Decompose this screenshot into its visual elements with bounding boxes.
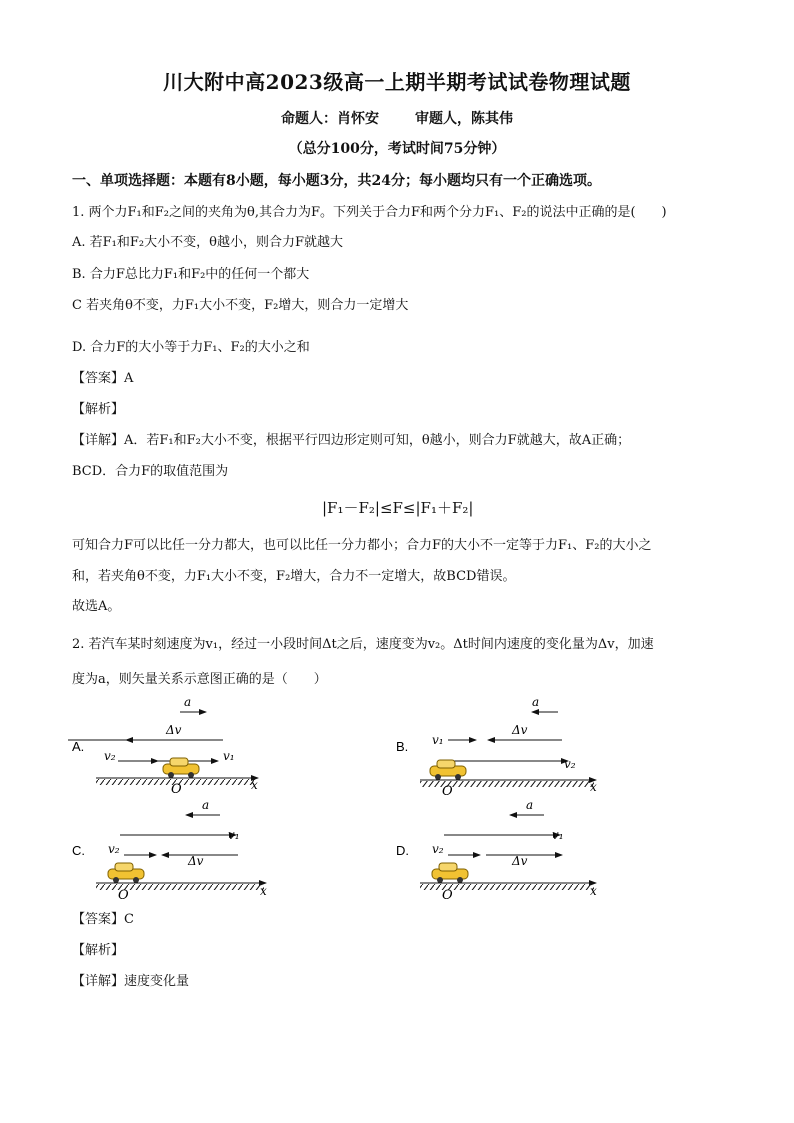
accel-label: a [526, 798, 534, 812]
delta-v-label: Δv [166, 723, 182, 737]
v2-label: v₂ [108, 842, 120, 856]
accel-label: a [532, 695, 540, 709]
diagram-c [68, 797, 278, 905]
q1-answer: 【答案】A [72, 371, 134, 386]
v1-label: v₁ [432, 733, 444, 747]
authors-line [0, 108, 794, 128]
v1-label: v₁ [223, 749, 235, 763]
v1-label: v₁ [228, 828, 240, 842]
diagram-d [392, 797, 606, 905]
q1-analysis: 【解析】 [72, 402, 125, 417]
q1-conclusion: 故选A。 [72, 599, 121, 614]
diagram-b [392, 692, 606, 798]
x-axis-label: x [251, 778, 258, 792]
option-d-label: D. [396, 843, 409, 858]
q1-option-c: C 若夹角θ不变，力F₁大小不变，F₂增大，则合力一定增大 [72, 298, 409, 313]
reviewer: 审题人，陈其伟 [415, 111, 513, 127]
q1-detail-2: BCD．合力F的取值范围为 [72, 464, 229, 479]
v2-label: v₂ [564, 757, 576, 771]
accel-label: a [184, 695, 192, 709]
origin-label: O [442, 888, 453, 903]
x-axis-label: x [260, 884, 267, 898]
origin-label: O [171, 782, 182, 797]
q2-answer: 【答案】C [72, 912, 134, 927]
origin-label: O [442, 784, 453, 798]
exam-title: 川大附中高2023级高一上期半期考试试卷物理试题 [163, 70, 631, 94]
option-a-label: A. [72, 739, 85, 754]
q1-formula: |F₁－F₂|≤F≤|F₁＋F₂| [322, 499, 474, 517]
option-c-label: C. [72, 843, 85, 858]
score-info: （总分100分，考试时间75分钟） [288, 141, 506, 157]
delta-v-label: Δv [512, 854, 528, 868]
x-axis-label: x [590, 884, 597, 898]
accel-label: a [202, 798, 210, 812]
x-axis-label: x [590, 780, 597, 794]
q1-option-d: D. 合力F的大小等于力F₁、F₂的大小之和 [72, 340, 310, 355]
q2-detail: 【详解】速度变化量 [72, 974, 190, 989]
delta-v-label: Δv [512, 723, 528, 737]
option-b-label: B. [396, 739, 409, 754]
q1-option-a: A. 若F₁和F₂大小不变，θ越小，则合力F就越大 [72, 235, 343, 250]
v1-label: v₁ [552, 828, 564, 842]
q1-detail-4: 和，若夹角θ不变，力F₁大小不变，F₂增大，合力不一定增大，故BCD错误。 [72, 569, 516, 584]
q1-detail-3: 可知合力F可以比任一分力都大，也可以比任一分力都小；合力F的大小不一定等于力F₁、F₂的大小之 [72, 538, 652, 553]
delta-v-label: Δv [188, 854, 204, 868]
proposer: 命题人：肖怀安 [281, 111, 379, 127]
v2-label: v₂ [104, 749, 116, 763]
q2-stem-2: 度为a，则矢量关系示意图正确的是（ ） [72, 672, 327, 687]
q1-stem: 1. 两个力F₁和F₂之间的夹角为θ,其合力为F。下列关于合力F和两个分力F₁、F₂的说法中正确的是( ) [72, 205, 667, 220]
section-heading: 一、单项选择题：本题有8小题，每小题3分，共24分；每小题均只有一个正确选项。 [72, 173, 601, 189]
diagram-a [68, 692, 268, 798]
q2-stem-1: 2. 若汽车某时刻速度为v₁，经过一小段时间Δt之后，速度变为v₂。Δt时间内速度的变化量为Δv，加速 [72, 637, 654, 652]
q2-analysis: 【解析】 [72, 943, 125, 958]
q1-option-b: B. 合力F总比力F₁和F₂中的任何一个都大 [72, 267, 310, 282]
q1-detail-1: 【详解】A．若F₁和F₂大小不变，根据平行四边形定则可知，θ越小，则合力F就越大，故A正确； [72, 433, 631, 448]
origin-label: O [118, 888, 129, 903]
v2-label: v₂ [432, 842, 444, 856]
